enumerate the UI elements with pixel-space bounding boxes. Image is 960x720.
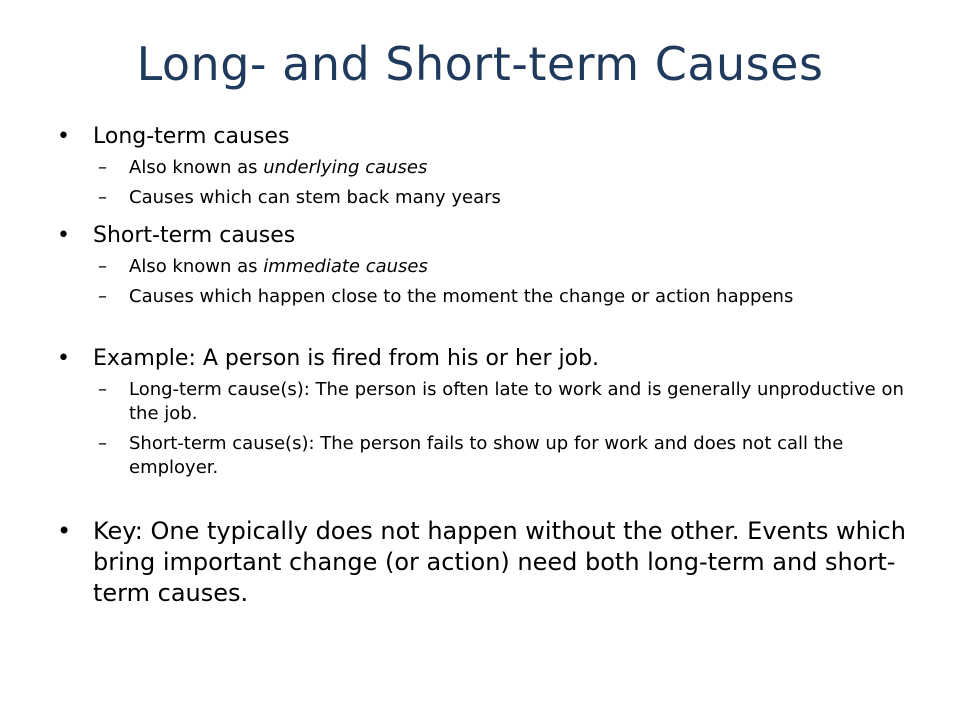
- key-block: [57, 516, 917, 609]
- dash-icon: –: [98, 433, 107, 454]
- subbullet-example-long: [57, 378, 917, 426]
- subbullet-long-term-stem: [57, 186, 917, 210]
- bullet-key-text: Key: One typically does not happen without the other. Events which bring important change (or action) need both long-term and short-term causes.: [93, 517, 906, 607]
- subbullet-short-term-close: [57, 285, 917, 309]
- aka-prefix: Also known as: [129, 256, 264, 277]
- subbullet-text: Causes which happen close to the moment the change or action happens: [129, 286, 794, 307]
- bullet-dot-icon: •: [57, 124, 70, 149]
- dash-icon: –: [98, 286, 107, 307]
- subbullet-example-short: [57, 432, 917, 480]
- aka-emphasis: immediate causes: [263, 256, 428, 277]
- subbullet-text: Long-term cause(s): The person is often late to work and is generally unproductive on the job.: [129, 379, 904, 424]
- dash-icon: –: [98, 157, 107, 178]
- slide-title: Long- and Short-term Causes: [136, 37, 824, 91]
- dash-icon: –: [98, 379, 107, 400]
- bullet-example: [57, 343, 917, 374]
- dash-icon: –: [98, 187, 107, 208]
- bullet-dot-icon: •: [57, 346, 70, 371]
- aka-emphasis: underlying causes: [263, 157, 428, 178]
- bullet-dot-icon: •: [57, 223, 70, 248]
- subbullet-text: Causes which can stem back many years: [129, 187, 501, 208]
- subbullet-long-term-aka: [57, 156, 917, 180]
- bullet-example-text: Example: A person is fired from his or her job.: [93, 346, 600, 371]
- bullet-long-term-text: Long-term causes: [93, 124, 290, 149]
- aka-prefix: Also known as: [129, 157, 264, 178]
- bullet-short-term-text: Short-term causes: [93, 223, 296, 248]
- bullet-key: [57, 516, 917, 609]
- slide-body: [57, 121, 917, 609]
- bullet-long-term: [57, 121, 917, 152]
- subbullet-text: Short-term cause(s): The person fails to show up for work and does not call the employer.: [129, 433, 844, 478]
- dash-icon: –: [98, 256, 107, 277]
- bullet-dot-icon: •: [57, 517, 72, 545]
- subbullet-short-term-aka: [57, 255, 917, 279]
- bullet-short-term: [57, 220, 917, 251]
